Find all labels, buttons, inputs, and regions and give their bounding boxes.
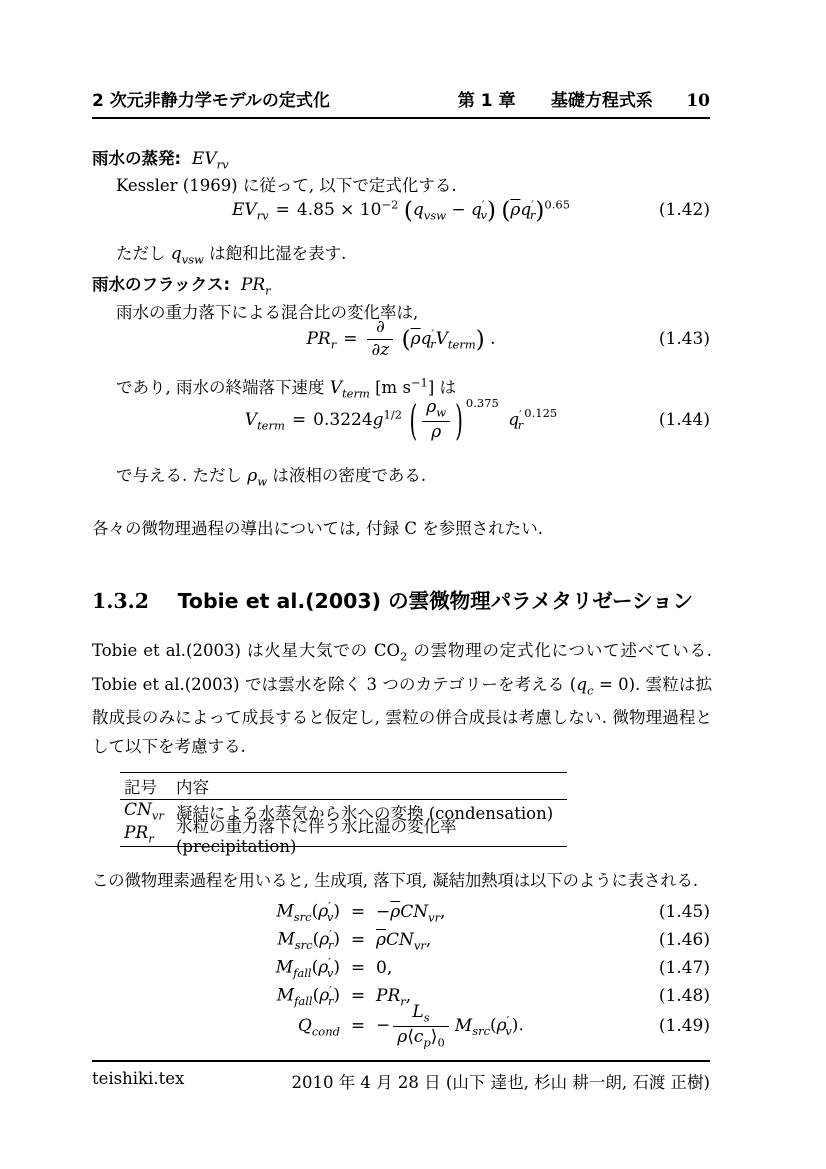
equation-tag-1-44: (1.44) [658,410,710,431]
pr-variable: $PR_r$ [240,275,271,298]
equation-tag-1-42: (1.42) [658,200,710,221]
equation-1-45-rhs: $-\overline{\rho}CN_{vr}$, [376,901,446,925]
equation-tag-1-48: (1.48) [658,985,710,1006]
equation-1-47-lhs: $M_{fall}(\rho'_v)$ [275,955,340,981]
equation-1-49-rhs: − $\frac{L_s}{\overline{\rho}⟨c_p⟩_0}$ $M_{src}(\rho'_v)$. [376,1002,524,1049]
symbol-table-header [120,773,567,800]
table-row [120,817,567,856]
equation-1-48-rhs: $PR_r$, [376,985,412,1009]
partial-derivative-fraction: $\frac{\partial}{\partial z}$ [367,318,393,360]
footer-date-authors: 2010 年 4 月 28 日 (山下 達也, 杉山 耕一朗, 石渡 正樹) [291,1073,710,1092]
equals-sign: = [350,985,366,1006]
description-cell: 氷粒の重力落下に伴う氷比湿の変化率 (precipitation) [176,817,457,856]
rain-evaporation-label [92,145,229,171]
equation-1-42 [92,197,710,224]
equation-1-47 [92,955,710,980]
equation-tag-1-45: (1.45) [658,901,710,922]
equation-1-49-lhs: $Q_{cond}$ [297,1015,340,1038]
ev-variable: $EV_{rv}$ [191,149,229,172]
section-title: Tobie et al.(2003) の雲微物理パラメタリゼーション [177,589,694,613]
equals-sign: = [350,901,366,922]
equals-sign: = [350,1015,366,1036]
equation-1-44-body: $V_{term} = 0.3224g^{1/2}$ ( $\frac{\rho_w}{\rho}$ ) $^{0.375}$ $q'_r^{0.125}$ [244,395,558,445]
microphysics-summary-line: この微物理素過程を用いると, 生成項, 落下項, 凝結加熱項は以下のように表される. [92,871,699,890]
symbol-cell: $PR_r$ [124,823,154,846]
footer-filename: teishiki.tex [92,1069,185,1088]
latent-heat-fraction: $\frac{L_s}{\overline{\rho}⟨c_p⟩_0}$ [393,1003,449,1049]
equation-1-43-body: $PR_r$ = $\frac{\partial}{\partial z}$ $(\overline{\rho}q'_rV_{term})$ . [306,317,496,360]
page-footer [92,1060,710,1093]
equation-tag-1-49: (1.49) [658,1016,710,1037]
rain-evaporation-label-text: 雨水の蒸発: [92,149,182,168]
rain-flux-intro-line: 雨水の重力落下による混合比の変化率は, [116,303,419,322]
qvsw-note-line: ただし $q_{vsw}$ は飽和比湿を表す. [116,244,347,267]
equation-1-46-lhs: $M_{src}(\rho'_r)$ [277,927,340,953]
equation-1-48-lhs: $M_{fall}(\rho'_r)$ [276,983,340,1009]
doc-title: 基礎方程式系 [550,91,653,111]
description-cell: 凝結による水蒸気から氷への変換 (condensation) [176,803,554,823]
equation-tag-1-46: (1.46) [658,929,710,950]
appendix-reference-line: 各々の微物理過程の導出については, 付録 C を参照されたい. [92,519,544,538]
section-heading [92,584,693,614]
equals-sign: = [350,957,366,978]
equation-1-46 [92,927,710,952]
page-number: 10 [686,91,710,111]
page-header [92,86,710,119]
rain-flux-label-text: 雨水のフラックス: [92,275,231,294]
chapter-label: 第 1 章 [457,91,516,111]
density-ratio-fraction: $\frac{\rho_w}{\rho}$ [422,398,450,442]
section-number: 1.3.2 [92,589,150,613]
rain-flux-label [92,271,271,297]
equation-1-46-rhs: $\overline{\rho}CN_{vr}$, [376,929,432,953]
equation-1-45 [92,899,710,924]
equation-1-45-lhs: $M_{src}(\rho'_v)$ [276,899,340,925]
equation-1-49 [92,1003,710,1049]
equation-tag-1-47: (1.47) [658,957,710,978]
body-paragraph: Tobie et al.(2003) は火星大気での $CO_2$ の雲物理の定式化について述べている. Tobie et al.(2003) では雲水を除く 3 つのカテゴリーを考える $(q_c = 0)$. 雲粒は拡散成長のみによって成長すると仮定し, 雲粒の併合成長は考慮しない. 微物理過程として以下を考慮する. [92,641,712,756]
description-column-header: 内容 [176,778,209,797]
symbol-table [120,772,567,856]
equation-1-43 [92,318,710,360]
liquid-density-note-line: で与える. ただし $\rho_w$ は液相の密度である. [116,466,427,489]
equation-tag-1-43: (1.43) [658,329,710,350]
symbol-cell: $CN_{vr}$ [124,800,164,823]
equals-sign: = [350,929,366,950]
equation-1-44 [92,395,710,445]
terminal-velocity-line: であり, 雨水の終端落下速度 $V_{term}$ [m $s^{-1}$] は [116,375,457,401]
equation-1-47-rhs: 0, [376,957,393,978]
symbol-column-header: 記号 [124,778,157,797]
equation-1-42-body: $EV_{rv} = 4.85 \times 10^{-2}$ $(q_{vsw} - q'_v)$ $(\overline{\rho}q'_r)^{0.65}$ [231,197,571,224]
running-title: 2 次元非静力学モデルの定式化 [92,91,330,111]
kessler-intro-line: Kessler (1969) に従って, 以下で定式化する. [116,176,457,195]
header-right [458,86,710,111]
